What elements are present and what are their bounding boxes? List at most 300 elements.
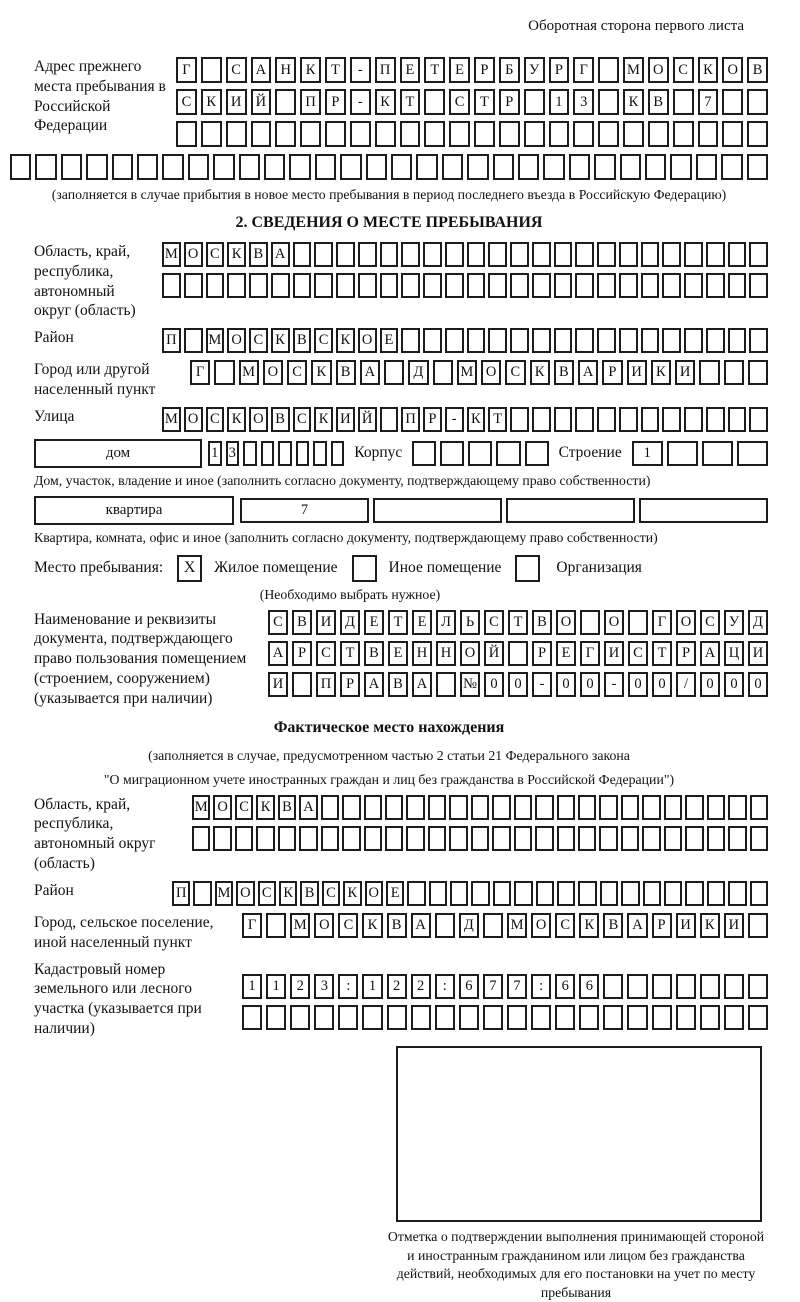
char-box[interactable]	[483, 1005, 503, 1030]
char-box[interactable]: В	[387, 913, 407, 938]
char-box[interactable]	[641, 242, 660, 267]
char-box[interactable]	[639, 498, 768, 523]
char-box[interactable]	[474, 121, 495, 147]
char-box[interactable]: 0	[580, 672, 600, 697]
char-box[interactable]	[440, 441, 464, 466]
char-box[interactable]	[532, 273, 551, 298]
char-box[interactable]	[493, 881, 511, 906]
char-box[interactable]	[401, 328, 420, 353]
char-box[interactable]	[619, 273, 638, 298]
char-box[interactable]	[664, 881, 682, 906]
char-box[interactable]: М	[192, 795, 210, 820]
char-box[interactable]: С	[628, 641, 648, 666]
char-box[interactable]: Е	[388, 641, 408, 666]
char-box[interactable]	[662, 273, 681, 298]
char-box[interactable]: А	[268, 641, 288, 666]
char-box[interactable]: Г	[190, 360, 210, 385]
char-box[interactable]	[524, 89, 545, 115]
char-box[interactable]: Р	[602, 360, 622, 385]
char-box[interactable]: С	[235, 795, 253, 820]
char-box[interactable]	[623, 121, 644, 147]
char-box[interactable]: В	[388, 672, 408, 697]
char-box[interactable]	[266, 1005, 286, 1030]
char-box[interactable]	[514, 881, 532, 906]
char-box[interactable]: 1	[266, 974, 286, 999]
char-box[interactable]: К	[227, 407, 246, 432]
char-box[interactable]: Р	[423, 407, 442, 432]
char-box[interactable]	[321, 795, 339, 820]
char-box[interactable]: -	[445, 407, 464, 432]
char-box[interactable]	[748, 913, 768, 938]
char-box[interactable]: С	[322, 881, 340, 906]
char-box[interactable]	[278, 826, 296, 851]
char-box[interactable]	[621, 881, 639, 906]
char-box[interactable]	[749, 407, 768, 432]
char-box[interactable]	[557, 826, 575, 851]
char-box[interactable]: М	[290, 913, 310, 938]
char-box[interactable]	[621, 795, 639, 820]
house-type-box[interactable]: дом	[34, 439, 202, 468]
char-box[interactable]	[728, 826, 746, 851]
char-box[interactable]	[423, 328, 442, 353]
char-box[interactable]	[510, 328, 529, 353]
char-box[interactable]	[449, 795, 467, 820]
char-box[interactable]: 3	[226, 441, 240, 466]
char-box[interactable]: И	[226, 89, 247, 115]
char-box[interactable]	[684, 273, 703, 298]
char-box[interactable]	[722, 121, 743, 147]
char-box[interactable]	[296, 441, 310, 466]
char-box[interactable]	[652, 974, 672, 999]
char-box[interactable]	[684, 328, 703, 353]
char-box[interactable]	[471, 795, 489, 820]
char-box[interactable]	[673, 121, 694, 147]
char-box[interactable]	[575, 242, 594, 267]
char-box[interactable]	[423, 242, 442, 267]
char-box[interactable]: :	[338, 974, 358, 999]
char-box[interactable]: 1	[242, 974, 262, 999]
char-box[interactable]	[435, 1005, 455, 1030]
char-box[interactable]	[514, 826, 532, 851]
char-box[interactable]	[575, 328, 594, 353]
char-box[interactable]	[642, 795, 660, 820]
char-box[interactable]: К	[271, 328, 290, 353]
char-box[interactable]: М	[457, 360, 477, 385]
apartment-type-box[interactable]: квартира	[34, 496, 234, 525]
char-box[interactable]	[506, 498, 635, 523]
char-box[interactable]	[214, 360, 234, 385]
char-box[interactable]	[673, 89, 694, 115]
char-box[interactable]: К	[256, 795, 274, 820]
char-box[interactable]: Д	[408, 360, 428, 385]
char-box[interactable]	[737, 441, 768, 466]
char-box[interactable]: С	[226, 57, 247, 83]
char-box[interactable]: С	[314, 328, 333, 353]
char-box[interactable]: 1	[632, 441, 663, 466]
char-box[interactable]: С	[673, 57, 694, 83]
char-box[interactable]	[707, 881, 725, 906]
char-box[interactable]: К	[314, 407, 333, 432]
char-box[interactable]: Т	[400, 89, 421, 115]
char-box[interactable]	[275, 89, 296, 115]
char-box[interactable]: Л	[436, 610, 456, 635]
char-box[interactable]	[598, 57, 619, 83]
char-box[interactable]: Д	[459, 913, 479, 938]
char-box[interactable]	[578, 826, 596, 851]
char-box[interactable]	[275, 121, 296, 147]
char-box[interactable]: О	[358, 328, 377, 353]
char-box[interactable]	[554, 407, 573, 432]
char-box[interactable]: -	[604, 672, 624, 697]
char-box[interactable]	[206, 273, 225, 298]
char-box[interactable]	[499, 121, 520, 147]
char-box[interactable]	[314, 1005, 334, 1030]
char-box[interactable]: 7	[240, 498, 369, 523]
char-box[interactable]	[641, 407, 660, 432]
char-box[interactable]	[380, 242, 399, 267]
char-box[interactable]	[424, 89, 445, 115]
char-box[interactable]	[597, 407, 616, 432]
char-box[interactable]: С	[176, 89, 197, 115]
char-box[interactable]	[728, 795, 746, 820]
char-box[interactable]: Е	[386, 881, 404, 906]
char-box[interactable]	[569, 154, 590, 180]
char-box[interactable]	[336, 273, 355, 298]
checkbox-other-premises[interactable]	[352, 555, 377, 582]
char-box[interactable]	[749, 273, 768, 298]
char-box[interactable]	[747, 121, 768, 147]
char-box[interactable]	[724, 974, 744, 999]
char-box[interactable]	[525, 441, 549, 466]
char-box[interactable]: Й	[251, 89, 272, 115]
char-box[interactable]: Т	[488, 407, 507, 432]
char-box[interactable]: У	[724, 610, 744, 635]
checkbox-residential[interactable]: X	[177, 555, 202, 582]
char-box[interactable]: В	[603, 913, 623, 938]
char-box[interactable]	[524, 121, 545, 147]
char-box[interactable]	[201, 57, 222, 83]
char-box[interactable]	[112, 154, 133, 180]
char-box[interactable]: О	[481, 360, 501, 385]
char-box[interactable]	[488, 273, 507, 298]
char-box[interactable]	[375, 121, 396, 147]
char-box[interactable]	[227, 273, 246, 298]
char-box[interactable]	[698, 121, 719, 147]
char-box[interactable]	[619, 407, 638, 432]
char-box[interactable]	[264, 154, 285, 180]
char-box[interactable]: 0	[484, 672, 504, 697]
char-box[interactable]	[364, 795, 382, 820]
char-box[interactable]	[531, 1005, 551, 1030]
char-box[interactable]: У	[524, 57, 545, 83]
char-box[interactable]: О	[249, 407, 268, 432]
char-box[interactable]	[314, 242, 333, 267]
char-box[interactable]: О	[722, 57, 743, 83]
char-box[interactable]: В	[249, 242, 268, 267]
char-box[interactable]: И	[268, 672, 288, 697]
char-box[interactable]	[662, 242, 681, 267]
char-box[interactable]: Р	[499, 89, 520, 115]
char-box[interactable]	[728, 328, 747, 353]
char-box[interactable]: Е	[380, 328, 399, 353]
char-box[interactable]: -	[350, 57, 371, 83]
char-box[interactable]: О	[648, 57, 669, 83]
char-box[interactable]: М	[215, 881, 233, 906]
char-box[interactable]	[702, 441, 733, 466]
char-box[interactable]: М	[239, 360, 259, 385]
char-box[interactable]	[685, 826, 703, 851]
char-box[interactable]: :	[435, 974, 455, 999]
char-box[interactable]	[184, 328, 203, 353]
char-box[interactable]	[578, 881, 596, 906]
char-box[interactable]	[340, 154, 361, 180]
char-box[interactable]	[423, 273, 442, 298]
char-box[interactable]: Т	[424, 57, 445, 83]
char-box[interactable]	[401, 242, 420, 267]
char-box[interactable]: С	[316, 641, 336, 666]
char-box[interactable]	[364, 826, 382, 851]
char-box[interactable]	[532, 407, 551, 432]
char-box[interactable]	[600, 881, 618, 906]
char-box[interactable]	[362, 1005, 382, 1030]
char-box[interactable]	[192, 826, 210, 851]
char-box[interactable]: К	[343, 881, 361, 906]
char-box[interactable]	[641, 273, 660, 298]
char-box[interactable]: О	[676, 610, 696, 635]
char-box[interactable]: А	[411, 913, 431, 938]
char-box[interactable]: Й	[484, 641, 504, 666]
char-box[interactable]	[293, 273, 312, 298]
char-box[interactable]: Н	[275, 57, 296, 83]
char-box[interactable]	[488, 242, 507, 267]
char-box[interactable]: 6	[579, 974, 599, 999]
char-box[interactable]: А	[412, 672, 432, 697]
char-box[interactable]: Д	[340, 610, 360, 635]
char-box[interactable]: 3	[573, 89, 594, 115]
char-box[interactable]	[575, 273, 594, 298]
char-box[interactable]	[467, 328, 486, 353]
char-box[interactable]: Р	[676, 641, 696, 666]
char-box[interactable]	[599, 826, 617, 851]
char-box[interactable]: 0	[748, 672, 768, 697]
char-box[interactable]	[459, 1005, 479, 1030]
char-box[interactable]: 2	[387, 974, 407, 999]
char-box[interactable]: 1	[549, 89, 570, 115]
char-box[interactable]: О	[263, 360, 283, 385]
char-box[interactable]	[373, 498, 502, 523]
char-box[interactable]	[467, 242, 486, 267]
char-box[interactable]	[428, 795, 446, 820]
char-box[interactable]: Б	[499, 57, 520, 83]
char-box[interactable]	[699, 360, 719, 385]
char-box[interactable]: И	[676, 913, 696, 938]
char-box[interactable]: К	[623, 89, 644, 115]
char-box[interactable]	[315, 154, 336, 180]
char-box[interactable]	[670, 154, 691, 180]
char-box[interactable]	[401, 273, 420, 298]
char-box[interactable]: Г	[652, 610, 672, 635]
char-box[interactable]	[667, 441, 698, 466]
char-box[interactable]	[380, 273, 399, 298]
char-box[interactable]	[579, 1005, 599, 1030]
char-box[interactable]	[603, 1005, 623, 1030]
char-box[interactable]: Е	[449, 57, 470, 83]
char-box[interactable]: О	[460, 641, 480, 666]
char-box[interactable]	[555, 1005, 575, 1030]
char-box[interactable]: М	[206, 328, 225, 353]
char-box[interactable]: Р	[532, 641, 552, 666]
char-box[interactable]: В	[300, 881, 318, 906]
char-box[interactable]: Р	[325, 89, 346, 115]
char-box[interactable]	[696, 154, 717, 180]
char-box[interactable]	[271, 273, 290, 298]
char-box[interactable]: О	[556, 610, 576, 635]
char-box[interactable]	[684, 407, 703, 432]
char-box[interactable]	[603, 974, 623, 999]
char-box[interactable]	[535, 795, 553, 820]
char-box[interactable]	[747, 154, 768, 180]
char-box[interactable]: П	[401, 407, 420, 432]
char-box[interactable]	[514, 795, 532, 820]
char-box[interactable]	[338, 1005, 358, 1030]
char-box[interactable]	[325, 121, 346, 147]
char-box[interactable]: Г	[573, 57, 594, 83]
char-box[interactable]	[750, 826, 768, 851]
char-box[interactable]	[724, 1005, 744, 1030]
char-box[interactable]	[599, 795, 617, 820]
char-box[interactable]	[380, 407, 399, 432]
char-box[interactable]	[676, 1005, 696, 1030]
char-box[interactable]: К	[700, 913, 720, 938]
char-box[interactable]	[707, 795, 725, 820]
char-box[interactable]	[685, 795, 703, 820]
char-box[interactable]: С	[258, 881, 276, 906]
char-box[interactable]	[249, 273, 268, 298]
char-box[interactable]	[385, 826, 403, 851]
char-box[interactable]	[86, 154, 107, 180]
char-box[interactable]: Н	[436, 641, 456, 666]
char-box[interactable]: -	[532, 672, 552, 697]
char-box[interactable]: П	[172, 881, 190, 906]
char-box[interactable]: Г	[242, 913, 262, 938]
char-box[interactable]	[450, 881, 468, 906]
char-box[interactable]	[493, 154, 514, 180]
char-box[interactable]: Ц	[724, 641, 744, 666]
char-box[interactable]	[35, 154, 56, 180]
char-box[interactable]	[496, 441, 520, 466]
char-box[interactable]	[748, 360, 768, 385]
char-box[interactable]: С	[293, 407, 312, 432]
char-box[interactable]: С	[206, 242, 225, 267]
char-box[interactable]	[664, 826, 682, 851]
char-box[interactable]	[706, 273, 725, 298]
char-box[interactable]: Т	[652, 641, 672, 666]
char-box[interactable]: А	[364, 672, 384, 697]
char-box[interactable]: А	[578, 360, 598, 385]
char-box[interactable]	[507, 1005, 527, 1030]
char-box[interactable]	[747, 89, 768, 115]
char-box[interactable]	[598, 121, 619, 147]
char-box[interactable]: Д	[748, 610, 768, 635]
char-box[interactable]	[685, 881, 703, 906]
char-box[interactable]: А	[627, 913, 647, 938]
char-box[interactable]: -	[350, 89, 371, 115]
char-box[interactable]: В	[278, 795, 296, 820]
char-box[interactable]: Т	[325, 57, 346, 83]
char-box[interactable]	[266, 913, 286, 938]
char-box[interactable]	[321, 826, 339, 851]
char-box[interactable]	[400, 121, 421, 147]
char-box[interactable]	[256, 826, 274, 851]
char-box[interactable]	[536, 881, 554, 906]
char-box[interactable]	[728, 273, 747, 298]
char-box[interactable]: П	[162, 328, 181, 353]
char-box[interactable]: С	[268, 610, 288, 635]
char-box[interactable]: В	[292, 610, 312, 635]
char-box[interactable]	[707, 826, 725, 851]
char-box[interactable]	[358, 242, 377, 267]
char-box[interactable]: О	[604, 610, 624, 635]
char-box[interactable]	[137, 154, 158, 180]
char-box[interactable]	[722, 89, 743, 115]
char-box[interactable]	[510, 407, 529, 432]
char-box[interactable]: В	[648, 89, 669, 115]
char-box[interactable]	[648, 121, 669, 147]
char-box[interactable]	[543, 154, 564, 180]
char-box[interactable]: Т	[508, 610, 528, 635]
char-box[interactable]	[575, 407, 594, 432]
char-box[interactable]: 7	[507, 974, 527, 999]
char-box[interactable]: В	[554, 360, 574, 385]
char-box[interactable]: И	[724, 913, 744, 938]
char-box[interactable]: В	[747, 57, 768, 83]
char-box[interactable]: К	[300, 57, 321, 83]
char-box[interactable]	[261, 441, 275, 466]
char-box[interactable]: К	[227, 242, 246, 267]
char-box[interactable]: :	[531, 974, 551, 999]
char-box[interactable]	[750, 795, 768, 820]
char-box[interactable]: 0	[508, 672, 528, 697]
char-box[interactable]: К	[362, 913, 382, 938]
char-box[interactable]	[300, 121, 321, 147]
char-box[interactable]: В	[532, 610, 552, 635]
char-box[interactable]	[436, 672, 456, 697]
char-box[interactable]: Ь	[460, 610, 480, 635]
char-box[interactable]: М	[507, 913, 527, 938]
char-box[interactable]: 6	[555, 974, 575, 999]
char-box[interactable]	[226, 121, 247, 147]
char-box[interactable]	[471, 826, 489, 851]
char-box[interactable]: С	[206, 407, 225, 432]
char-box[interactable]	[193, 881, 211, 906]
char-box[interactable]	[557, 881, 575, 906]
char-box[interactable]	[314, 273, 333, 298]
char-box[interactable]: А	[299, 795, 317, 820]
char-box[interactable]	[627, 1005, 647, 1030]
char-box[interactable]	[597, 242, 616, 267]
char-box[interactable]: 0	[556, 672, 576, 697]
char-box[interactable]: Е	[556, 641, 576, 666]
char-box[interactable]	[532, 328, 551, 353]
char-box[interactable]	[471, 881, 489, 906]
char-box[interactable]	[278, 441, 292, 466]
char-box[interactable]	[549, 121, 570, 147]
char-box[interactable]: О	[213, 795, 231, 820]
char-box[interactable]: И	[627, 360, 647, 385]
char-box[interactable]: С	[700, 610, 720, 635]
char-box[interactable]: К	[311, 360, 331, 385]
char-box[interactable]	[518, 154, 539, 180]
